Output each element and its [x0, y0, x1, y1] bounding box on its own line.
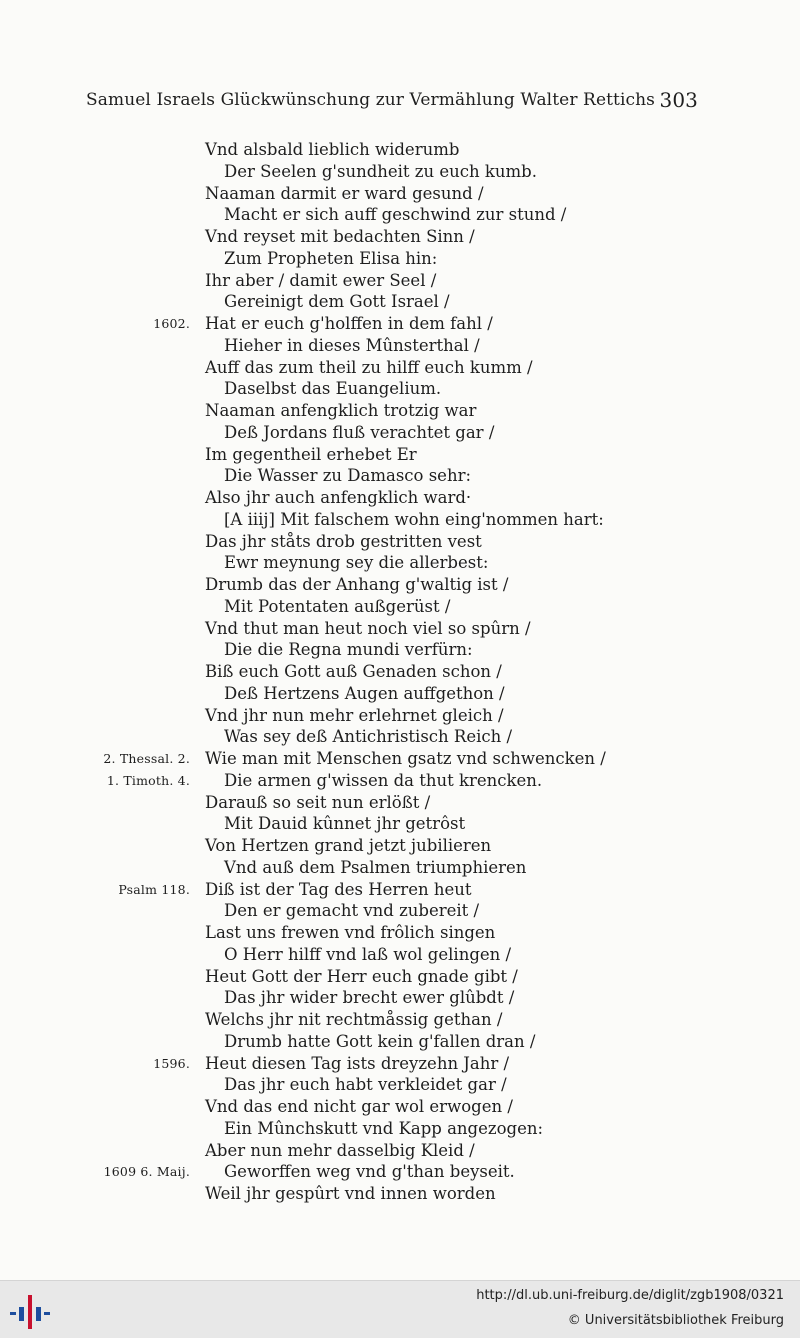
- verse-line: [0, 400, 800, 422]
- verse-text: Von Hertzen grand jetzt jubilieren: [205, 836, 492, 855]
- verse-line: [0, 1053, 800, 1075]
- running-header: [86, 90, 698, 110]
- verse-line: [0, 900, 800, 922]
- verse-text: Drumb das der Anhang g'waltig ist /: [205, 575, 509, 594]
- poem-text: [0, 139, 800, 1205]
- verse-text: Darauß so seit nun erlößt /: [205, 792, 431, 812]
- verse-line: [0, 835, 800, 857]
- copyright-text: © Universitätsbibliothek Freiburg: [567, 1313, 784, 1328]
- verse-line: [0, 444, 800, 466]
- ub-freiburg-logo-icon[interactable]: [8, 1291, 52, 1331]
- verse-line: [0, 270, 800, 292]
- verse-text: Naaman anfengklich trotzig war: [205, 401, 477, 420]
- verse-text: Naaman darmit er ward gesund /: [205, 183, 484, 203]
- verse-text: Vnd das end nicht gar wol erwogen /: [205, 1097, 513, 1116]
- verse-line: [0, 574, 800, 596]
- verse-text: Das jhr ståts drob gestritten vest: [205, 531, 482, 551]
- verse-text: Gereinigt dem Gott Israel /: [224, 292, 450, 312]
- verse-text: Diß ist der Tag des Herren heut: [205, 879, 472, 899]
- header-title: Samuel Israels Glückwünschung zur Vermählung Walter Rettichs: [86, 90, 655, 110]
- verse-text: O Herr hilff vnd laß wol gelingen /: [224, 944, 512, 964]
- verse-text: Den er gemacht vnd zubereit /: [224, 901, 480, 921]
- margin-note: 1609 6. Maij.: [103, 1164, 190, 1180]
- verse-text: Wie man mit Menschen gsatz vnd schwencken /: [205, 749, 606, 768]
- verse-text: Auff das zum theil zu hilff euch kumm /: [205, 357, 533, 377]
- verse-text: Das jhr euch habt verkleidet gar /: [224, 1075, 507, 1095]
- margin-note: 2. Thessal. 2.: [103, 751, 190, 766]
- verse-text: Aber nun mehr dasselbig Kleid /: [205, 1140, 475, 1160]
- verse-line: [0, 618, 800, 640]
- verse-line: [0, 204, 800, 226]
- verse-line: [0, 183, 800, 205]
- verse-text: Hat er euch g'holffen in dem fahl /: [205, 314, 493, 333]
- verse-line: [0, 726, 800, 748]
- verse-text: Vnd alsbald lieblich widerumb: [205, 140, 460, 159]
- verse-line: [0, 139, 800, 161]
- verse-line: [0, 422, 800, 444]
- margin-note: Psalm 118.: [118, 881, 190, 897]
- verse-line: [0, 357, 800, 379]
- verse-line: [0, 661, 800, 683]
- verse-text: Also jhr auch anfengklich ward·: [205, 488, 472, 507]
- verse-line: [0, 966, 800, 988]
- verse-text: Heut Gott der Herr euch gnade gibt /: [205, 966, 518, 986]
- verse-line: [0, 639, 800, 661]
- verse-text: Deß Jordans fluß verachtet gar /: [224, 422, 495, 442]
- verse-line: [0, 922, 800, 944]
- verse-line: [0, 596, 800, 618]
- verse-line: [0, 378, 800, 400]
- verse-line: [0, 1161, 800, 1183]
- verse-text: Zum Propheten Elisa hin:: [224, 248, 438, 268]
- verse-line: [0, 465, 800, 487]
- verse-line: [0, 1074, 800, 1096]
- verse-line: [0, 161, 800, 183]
- verse-text: Das jhr wider brecht ewer glûbdt /: [224, 988, 515, 1008]
- verse-line: [0, 1140, 800, 1162]
- verse-text: [A iiij] Mit falschem wohn eing'nommen hart:: [224, 509, 604, 529]
- margin-note: 1602.: [153, 316, 190, 331]
- verse-text: Last uns frewen vnd frôlich singen: [205, 923, 496, 942]
- verse-line: [0, 879, 800, 901]
- verse-text: Geworffen weg vnd g'than beyseit.: [224, 1162, 515, 1182]
- verse-line: [0, 857, 800, 879]
- verse-text: Hieher in dieses Mûnsterthal /: [224, 335, 480, 355]
- verse-line: [0, 335, 800, 357]
- verse-line: [0, 987, 800, 1009]
- margin-note: 1. Timoth. 4.: [106, 772, 190, 788]
- verse-line: [0, 509, 800, 531]
- verse-line: [0, 226, 800, 248]
- verse-text: Ein Mûnchskutt vnd Kapp angezogen:: [224, 1118, 544, 1138]
- verse-line: [0, 313, 800, 335]
- verse-line: [0, 1183, 800, 1205]
- verse-line: [0, 770, 800, 792]
- verse-line: [0, 705, 800, 727]
- verse-text: Der Seelen g'sundheit zu euch kumb.: [224, 161, 537, 181]
- verse-text: Macht er sich auff geschwind zur stund /: [224, 205, 567, 225]
- verse-text: Vnd auß dem Psalmen triumphieren: [224, 857, 527, 877]
- verse-line: [0, 1009, 800, 1031]
- source-url-link[interactable]: http://dl.ub.uni-freiburg.de/diglit/zgb1908/0321: [476, 1288, 784, 1303]
- verse-text: Vnd reyset mit bedachten Sinn /: [205, 227, 475, 246]
- verse-line: [0, 813, 800, 835]
- verse-line: [0, 291, 800, 313]
- verse-line: [0, 552, 800, 574]
- verse-text: Was sey deß Antichristisch Reich /: [224, 727, 513, 747]
- verse-text: Vnd thut man heut noch viel so spûrn /: [205, 618, 531, 638]
- verse-text: Deß Hertzens Augen auffgethon /: [224, 683, 505, 703]
- verse-text: Die die Regna mundi verfürn:: [224, 640, 473, 660]
- verse-text: Im gegentheil erhebet Er: [205, 444, 417, 464]
- verse-line: [0, 248, 800, 270]
- verse-text: Drumb hatte Gott kein g'fallen dran /: [224, 1031, 536, 1051]
- verse-text: Mit Dauid kûnnet jhr getrôst: [224, 814, 466, 834]
- verse-line: [0, 1096, 800, 1118]
- verse-text: Biß euch Gott auß Genaden schon /: [205, 662, 502, 681]
- viewer-footer: [0, 1280, 800, 1338]
- verse-line: [0, 792, 800, 814]
- verse-text: Mit Potentaten außgerüst /: [224, 596, 451, 616]
- verse-line: [0, 1118, 800, 1140]
- verse-line: [0, 944, 800, 966]
- verse-line: [0, 531, 800, 553]
- verse-text: Welchs jhr nit rechtmåssig gethan /: [205, 1010, 503, 1029]
- verse-text: Vnd jhr nun mehr erlehrnet gleich /: [205, 705, 504, 725]
- verse-text: Daselbst das Euangelium.: [224, 379, 442, 399]
- margin-note: 1596.: [153, 1055, 190, 1071]
- page-number: 303: [659, 88, 698, 112]
- verse-text: Ihr aber / damit ewer Seel /: [205, 270, 437, 290]
- verse-text: Die armen g'wissen da thut krencken.: [224, 770, 543, 790]
- verse-line: [0, 1031, 800, 1053]
- verse-text: Heut diesen Tag ists dreyzehn Jahr /: [205, 1053, 510, 1073]
- verse-line: [0, 487, 800, 509]
- verse-text: Ewr meynung sey die allerbest:: [224, 553, 489, 573]
- verse-line: [0, 748, 800, 770]
- verse-text: Weil jhr gespûrt vnd innen worden: [205, 1184, 496, 1203]
- verse-line: [0, 683, 800, 705]
- verse-text: Die Wasser zu Damasco sehr:: [224, 466, 472, 486]
